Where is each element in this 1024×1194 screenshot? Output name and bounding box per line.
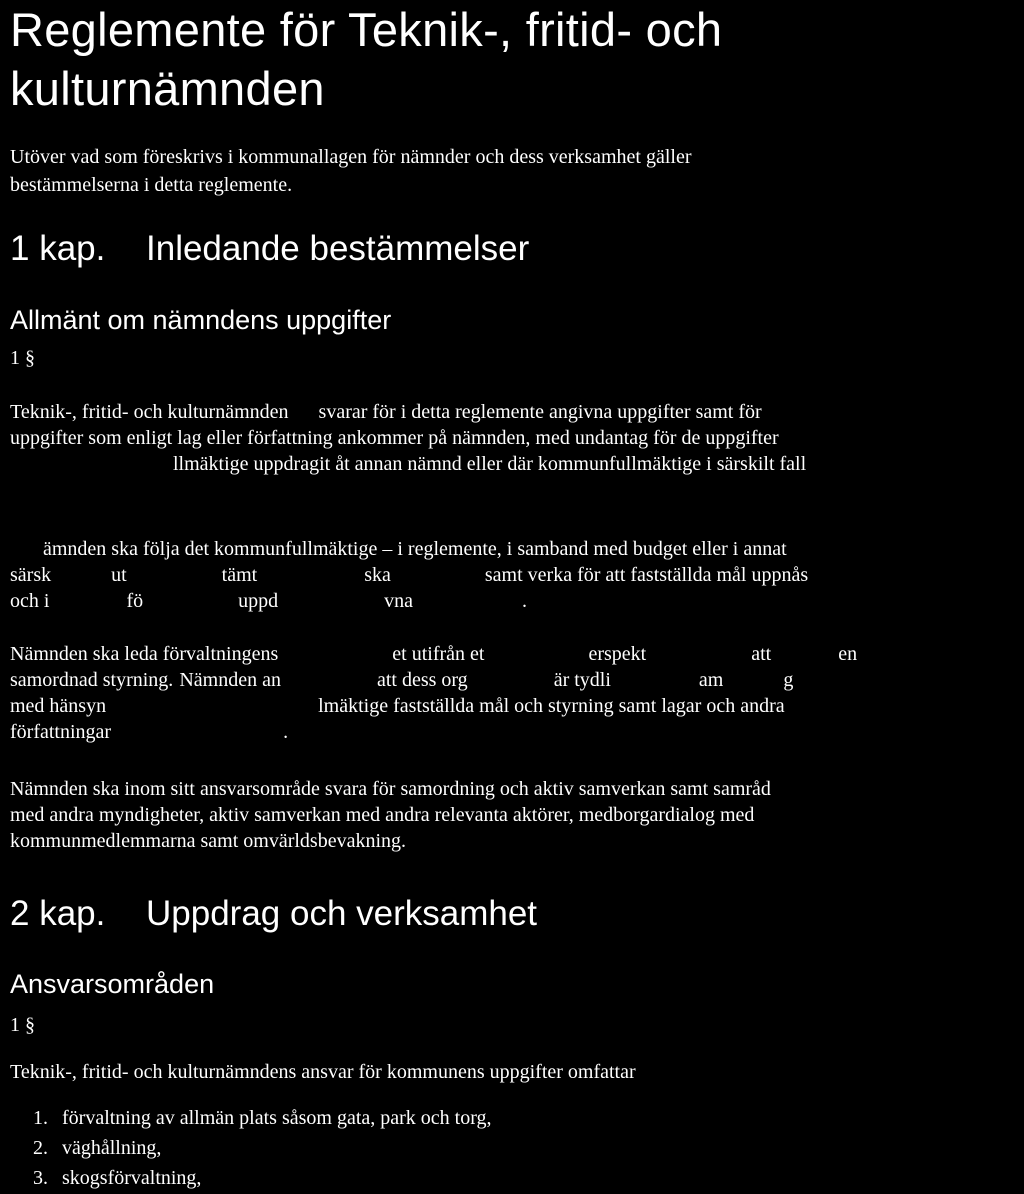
text-fragment: att dess org xyxy=(376,669,468,691)
chapter-heading xyxy=(10,893,537,935)
list-item xyxy=(10,1163,492,1193)
text-fragment: särsk xyxy=(10,564,52,586)
text-fragment: fö xyxy=(126,590,144,612)
text-line xyxy=(10,667,1014,693)
body-paragraph xyxy=(10,641,1014,745)
text-fragment: att xyxy=(751,643,772,665)
text-fragment: tämt xyxy=(221,564,258,586)
chapter-number: 1 kap. xyxy=(10,229,106,268)
intro-paragraph xyxy=(10,143,1000,199)
text-fragment: Nämnden ska leda förvaltningens xyxy=(10,643,279,665)
text-line: bestämmelserna i detta reglemente. xyxy=(10,174,293,196)
text-line xyxy=(10,536,1014,562)
section-heading: Ansvarsområden xyxy=(10,969,215,999)
text-fragment: . xyxy=(522,590,527,612)
text-line: med andra myndigheter, aktiv samverkan med andra relevanta aktörer, medborgardialog med xyxy=(10,804,755,826)
text-line xyxy=(10,399,1020,425)
list-item xyxy=(10,1103,492,1133)
text-line: kommunmedlemmarna samt omvärldsbevakning. xyxy=(10,830,407,852)
text-fragment: en xyxy=(838,643,858,665)
text-fragment: med hänsyn xyxy=(10,695,107,717)
text-fragment: svarar för i detta reglemente angivna uppgifter samt för xyxy=(318,401,762,423)
text-line: Nämnden ska inom sitt ansvarsområde svara för samordning och aktiv samverkan samt samråd xyxy=(10,778,771,800)
text-fragment: ut xyxy=(111,564,127,586)
document-title xyxy=(10,0,722,118)
text-fragment: erspekt xyxy=(588,643,647,665)
title-line: Reglemente för Teknik-, fritid- och xyxy=(10,3,723,56)
text-line xyxy=(10,425,1020,451)
text-line xyxy=(10,641,1014,667)
text-fragment: är tydli xyxy=(553,669,611,691)
body-paragraph xyxy=(10,536,1014,614)
text-fragment: samt verka för att fastställda mål uppnås xyxy=(484,564,809,586)
list-item xyxy=(10,1133,492,1163)
text-line xyxy=(10,719,1014,745)
text-fragment: författningar xyxy=(10,721,112,743)
text-line: Utöver vad som föreskrivs i kommunallagen för nämnder och dess verksamhet gäller xyxy=(10,146,692,168)
title-line: kulturnämnden xyxy=(10,62,325,115)
paragraph-sign: 1 § xyxy=(10,347,35,369)
paragraph-sign: 1 § xyxy=(10,1014,35,1036)
text-fragment: . xyxy=(283,721,289,743)
section-heading: Allmänt om nämndens uppgifter xyxy=(10,305,392,335)
text-fragment: uppgifter som enligt lag eller författning ankommer på nämnden, med undantag för de uppgifter xyxy=(10,427,779,449)
text-fragment: och i xyxy=(10,590,50,612)
chapter-number: 2 kap. xyxy=(10,894,106,933)
body-paragraph xyxy=(10,1059,1014,1085)
chapter-heading xyxy=(10,228,529,270)
text-line xyxy=(10,588,1014,614)
list-item-number: 3. xyxy=(33,1167,48,1189)
list-item-text: väghållning, xyxy=(62,1137,162,1159)
text-fragment: ämnden ska följa det kommunfullmäktige – i reglemente, i samband med budget eller i annat xyxy=(43,538,787,560)
chapter-title: Uppdrag och verksamhet xyxy=(146,894,538,933)
list-item-number: 1. xyxy=(33,1107,48,1129)
text-fragment: samordnad styrning. xyxy=(10,669,174,691)
numbered-list xyxy=(10,1103,492,1193)
text-line xyxy=(10,562,1014,588)
chapter-title: Inledande bestämmelser xyxy=(146,229,530,268)
list-item-text: förvaltning av allmän plats såsom gata, park och torg, xyxy=(62,1107,492,1129)
text-fragment: et utifrån et xyxy=(392,643,485,665)
list-item-text: skogsförvaltning, xyxy=(62,1167,202,1189)
text-line: Teknik-, fritid- och kulturnämndens ansvar för kommunens uppgifter omfattar xyxy=(10,1061,636,1083)
text-line xyxy=(10,693,1014,719)
text-fragment: lmäktige fastställda mål och styrning samt lagar och andra xyxy=(318,695,785,717)
text-fragment: vna xyxy=(384,590,413,612)
text-fragment: Teknik-, fritid- och kulturnämnden xyxy=(10,401,289,423)
body-paragraph xyxy=(10,776,1014,854)
text-fragment: am xyxy=(698,669,724,691)
text-fragment: ska xyxy=(364,564,391,586)
text-line xyxy=(10,451,1020,477)
text-fragment: Nämnden an xyxy=(179,669,281,691)
text-fragment: uppd xyxy=(238,590,279,612)
text-fragment: llmäktige uppdragit åt annan nämnd eller där kommunfullmäktige i särskilt fall xyxy=(173,453,807,475)
text-fragment: g xyxy=(783,669,794,691)
body-paragraph xyxy=(10,399,1020,477)
list-item-number: 2. xyxy=(33,1137,48,1159)
